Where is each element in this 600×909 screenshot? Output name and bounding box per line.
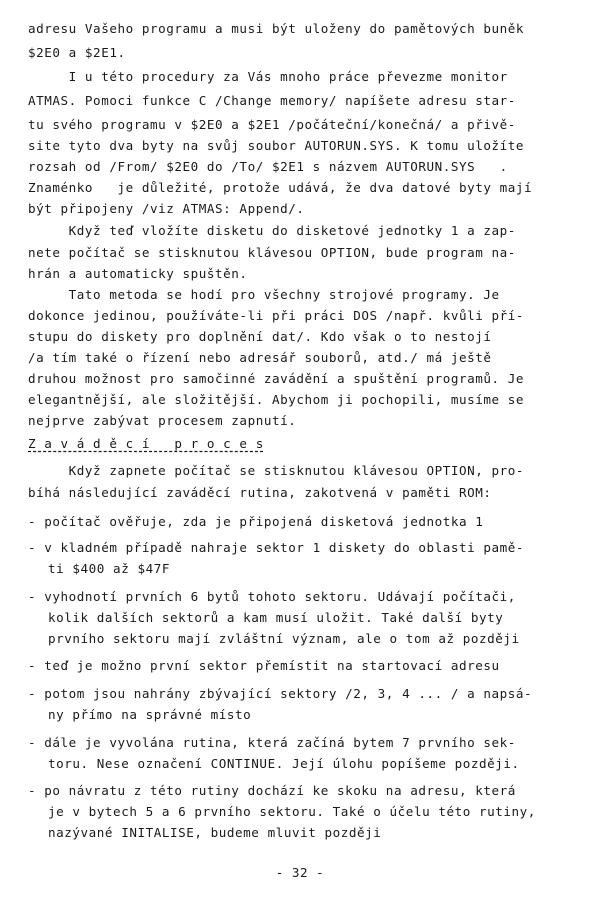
list-item-continuation: nazývané INITALISE, budeme mluvit později xyxy=(48,825,382,840)
text-line: /a tím také o řízení nebo adresář souborů, atd./ má ještě xyxy=(28,350,492,365)
page-number: - 32 - xyxy=(275,865,325,880)
list-item-continuation: prvního sektoru mají zvláštní význam, ale o tom až později xyxy=(48,631,520,646)
text-line: adresu Vašeho programu a musi být uloženy do pamětových buněk xyxy=(28,21,525,36)
list-item: - teď je možno první sektor přemístit na startovací adresu xyxy=(28,658,500,673)
list-item: - v kladném případě nahraje sektor 1 diskety do oblasti pamě- xyxy=(28,540,525,555)
text-line: hrán a automaticky spuštěn. xyxy=(28,266,248,281)
list-item: - vyhodnotí prvních 6 bytů tohoto sektoru. Udávají počítači, xyxy=(28,589,516,604)
text-line: Když teď vložíte disketu do disketové jednotky 1 a zap- xyxy=(28,223,516,238)
list-item-continuation: je v bytech 5 a 6 prvního sektoru. Také o účelu této rutiny, xyxy=(48,804,536,819)
text-line: Tato metoda se hodí pro všechny strojové programy. Je xyxy=(28,287,500,302)
text-line: dokonce jedinou, používáte-li při práci DOS /např. kvůli pří- xyxy=(28,308,525,323)
list-item: - počítač ověřuje, zda je připojená disketová jednotka 1 xyxy=(28,514,484,529)
text-line: nete počítač se stisknutou klávesou OPTION, bude program na- xyxy=(28,245,516,260)
list-item-continuation: ti $400 až $47F xyxy=(48,561,170,576)
text-line: tu svého programu v $2E0 a $2E1 /počáteční/konečná/ a přivě- xyxy=(28,117,516,132)
text-line: být připojeny /viz ATMAS: Append/. xyxy=(28,201,305,216)
text-line: druhou možnost pro samočinné zavádění a spuštění programů. Je xyxy=(28,371,525,386)
text-line: elegantnější, ale složitější. Abychom ji pochopili, musíme se xyxy=(28,392,525,407)
text-line: site tyto dva byty na svůj soubor AUTORUN.SYS. K tomu uložíte xyxy=(28,138,525,153)
text-line: Když zapnete počítač se stisknutou klávesou OPTION, pro- xyxy=(28,463,525,478)
list-item-continuation: kolik dalších sektorů a kam musí uložit. Také další byty xyxy=(48,610,504,625)
text-line: $2E0 a $2E1. xyxy=(28,45,126,60)
list-item: - potom jsou nahrány zbývající sektory /2, 3, 4 ... / a napsá- xyxy=(28,686,533,701)
section-heading: Z a v á d ě c í p r o c e s xyxy=(28,436,264,451)
list-item: - dále je vyvolána rutina, která začíná bytem 7 prvního sek- xyxy=(28,735,516,750)
text-line: I u této procedury za Vás mnoho práce převezme monitor xyxy=(28,69,508,84)
list-item: - po návratu z této rutiny dochází ke skoku na adresu, která xyxy=(28,783,516,798)
text-line: nejprve zabývat procesem zapnutí. xyxy=(28,413,297,428)
text-line: rozsah od /From/ $2E0 do /To/ $2E1 s názvem AUTORUN.SYS . xyxy=(28,159,508,174)
list-item-continuation: toru. Nese označení CONTINUE. Její úlohu popíšeme později. xyxy=(48,756,520,771)
list-item-continuation: ny přímo na správné místo xyxy=(48,707,252,722)
text-line: ATMAS. Pomoci funkce C /Change memory/ napíšete adresu star- xyxy=(28,93,516,108)
text-line: bíhá následující zaváděcí rutina, zakotvená v paměti ROM: xyxy=(28,485,492,500)
text-line: Znaménko je důležité, protože udává, že dva datové byty mají xyxy=(28,180,533,195)
text-line: stupu do diskety pro doplnění dat/. Kdo však o to nestojí xyxy=(28,329,492,344)
